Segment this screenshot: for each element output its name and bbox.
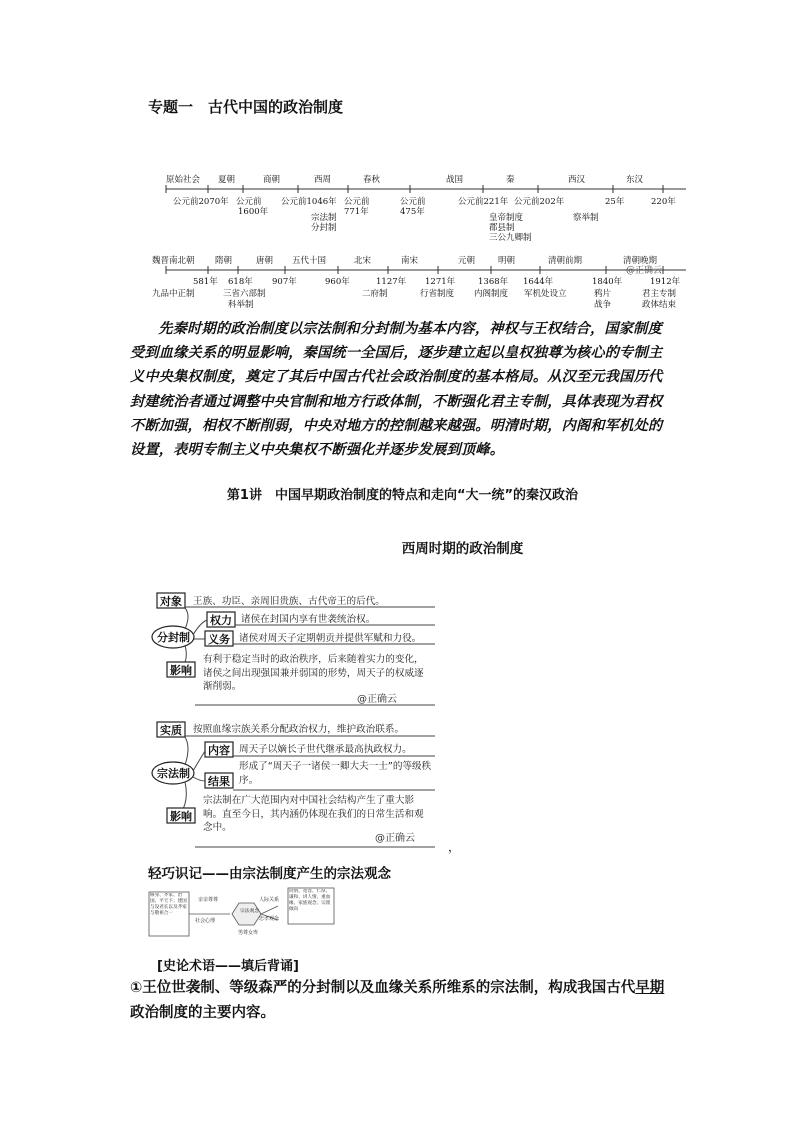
timeline-svg — [148, 170, 688, 315]
tl-label: 魏晋南北朝 — [152, 256, 195, 266]
chapter-title: 专题一 古代中国的政治制度 — [148, 98, 344, 116]
tl-date: 1912年 — [650, 277, 681, 287]
term-item-1: ①王位世袭制、等级森严的分封制以及血缘关系所维系的宗法制，构成我国古代早期政治制度的主要内容。 — [130, 980, 665, 1021]
tl-event: 皇帝制度 — [489, 213, 524, 223]
tl-label: 西汉 — [568, 175, 586, 185]
mindmap-item-text: 周天子以嫡长子世代继承最高执政权力。 — [239, 744, 412, 755]
mindmap-item-text: 有利于稳定当时的政治秩序，后来随着实力的变化，诸侯之间出现强国兼并弱国的形势，周天子的权威逐渐削弱。 — [203, 654, 424, 692]
mnemonic-label: 社会心理 — [195, 918, 216, 924]
fengjian-group — [152, 593, 435, 705]
tl-event: 战争 — [594, 300, 612, 310]
tl-event: 九品中正制 — [152, 289, 195, 299]
tl-date: 220年 — [651, 197, 676, 207]
tl-event: 察举制 — [573, 213, 599, 223]
tl-date: 1368年 — [478, 277, 509, 287]
mindmap — [145, 585, 455, 853]
zongfa-group — [152, 722, 435, 847]
center-label: 宗法制 — [157, 767, 190, 780]
tl-label: 春秋 — [363, 175, 381, 185]
tag-label: 权力 — [210, 614, 232, 627]
tl-date: 581年 — [193, 277, 218, 287]
tl-event: 行省制度 — [420, 289, 455, 299]
tl-date: 公元前1046年 — [281, 197, 337, 207]
tl-event: 政体结束 — [642, 300, 677, 310]
underlined-term: 早期 — [635, 980, 665, 996]
tl-date: 公元前 — [400, 197, 426, 207]
tl-label: 唐朝 — [256, 256, 274, 266]
tag-label: 内容 — [208, 744, 230, 757]
tl-label: 战国 — [446, 175, 464, 185]
tl-date: 公元前 — [344, 197, 370, 207]
terms-heading: [史论术语——填后背诵] — [157, 959, 299, 974]
tl-date: 1840年 — [592, 277, 623, 287]
tag-label: 影响 — [170, 810, 192, 823]
center-label: 分封制 — [157, 631, 190, 644]
tl-date: 907年 — [272, 277, 297, 287]
tl-event: 郡县制 — [489, 223, 515, 233]
mindmap-svg — [145, 585, 455, 853]
tl-date: 1127年 — [376, 277, 407, 287]
tl-label: 元朝 — [458, 256, 476, 266]
tl-event: 三省六部制 — [223, 289, 266, 299]
mindmap-item-text: 诸侯在封国内享有世袭统治权。 — [241, 614, 376, 625]
lecture-title: 第1讲 中国早期政治制度的特点和走向“大一统”的秦汉政治 — [226, 488, 579, 503]
timeline — [148, 170, 688, 315]
tl-event: 二府制 — [362, 289, 388, 299]
tl-date: 公元前221年 — [458, 197, 509, 207]
mnemonic-left-box: 修身、齐家、治国、平天下；建国与设君长以及齐家与敬祖合一 — [150, 893, 187, 916]
mnemonic-diagram — [148, 886, 340, 942]
tl-label: 北宋 — [354, 256, 372, 266]
tl-watermark: @正确云 — [626, 266, 663, 276]
tl-label: 五代十国 — [292, 256, 327, 266]
mnemonic-right-box: 同情、宽容、仁厚、谦和、讲人情、重血缘、家族观念、宗派倾向 — [289, 889, 331, 912]
tag-label: 义务 — [208, 633, 230, 646]
mnemonic-label: 人际关系 — [259, 897, 280, 903]
tl-label: 清朝晚期 — [623, 256, 658, 266]
tl-date: 475年 — [400, 207, 425, 217]
tl-date: 771年 — [344, 207, 369, 217]
mindmap-item-text: 王族、功臣、亲周旧贵族、古代帝王的后代。 — [193, 596, 385, 607]
mnemonic-label: 男尊女卑 — [238, 930, 259, 936]
tag-label: 结果 — [208, 775, 230, 788]
tl-label: 夏朝 — [218, 175, 236, 185]
tl-event: 分封制 — [311, 223, 337, 233]
mindmap-item-text: 按照血缘宗族关系分配政治权力，维护政治联系。 — [193, 724, 405, 735]
intro-paragraph: 先秦时期的政治制度以宗法制和分封制为基本内容，神权与王权结合，国家制度受到血缘关系的明显影响，秦国统一全国后，逐步建立起以皇权独尊为核心的专制主义中央集权制度，奠定了其后中国古代社会政治制度的基本格局。从汉至元我国历代封建统治者通过调整中央官制和地方行政体制，不断强化君主专制，具体表现为君权不断加强，相权不断削弱，中央对地方的控制越来越强。明清时期，内阁和军机处的设置，表明专制主义中央集权不断强化并逐步发展到顶峰。 — [130, 321, 663, 459]
tl-label: 东汉 — [626, 175, 644, 185]
mnemonic-label: 忠孝观念 — [259, 916, 280, 922]
mnemonic-center: 宗法观念 — [240, 909, 260, 914]
tl-label: 隋朝 — [215, 256, 233, 266]
tl-event: 鸦片 — [594, 289, 612, 299]
tl-date: 公元前2070年 — [173, 197, 229, 207]
tl-event: 科举制 — [228, 300, 254, 310]
tl-label: 原始社会 — [166, 175, 201, 185]
section-title: 西周时期的政治制度 — [401, 541, 524, 557]
mindmap-watermark: @正确云 — [375, 833, 415, 844]
tl-date: 公元前 — [236, 197, 262, 207]
trailing-comma: ， — [448, 840, 461, 854]
tl-label: 南宋 — [401, 256, 419, 266]
tl-date: 1271年 — [425, 277, 456, 287]
mindmap-item-text: 诸侯对周天子定期朝贡并提供军赋和力役。 — [239, 633, 422, 644]
tl-event: 君主专制 — [642, 289, 677, 299]
tl-label: 秦 — [506, 175, 515, 185]
tl-label: 商朝 — [263, 175, 281, 185]
tl-event: 三公九卿制 — [489, 233, 532, 243]
tl-label: 明朝 — [498, 256, 516, 266]
tl-date: 1600年 — [238, 207, 269, 217]
tl-event: 宗法制 — [311, 213, 337, 223]
tl-event: 军机处设立 — [524, 289, 567, 299]
tag-label: 对象 — [160, 595, 182, 608]
tl-date: 618年 — [228, 277, 253, 287]
tl-label: 清朝前期 — [548, 256, 583, 266]
tag-label: 影响 — [170, 664, 192, 677]
tl-date: 公元前202年 — [514, 197, 565, 207]
tl-date: 960年 — [325, 277, 350, 287]
tl-event: 内阁制度 — [474, 289, 509, 299]
tl-date: 25年 — [605, 197, 625, 207]
tl-label: 西周 — [314, 175, 332, 185]
mnemonic-label: 亲亲尊尊 — [198, 897, 219, 903]
tag-label: 实质 — [160, 724, 182, 737]
mnemonic-title: 轻巧识记——由宗法制度产生的宗法观念 — [148, 866, 391, 882]
tl-date: 1644年 — [523, 277, 554, 287]
mindmap-item-text: 宗法制在广大范围内对中国社会结构产生了重大影响。直至今日，其内涵仍体现在我们的日常生活和观念中。 — [203, 795, 424, 833]
mindmap-item-text: 形成了“周天子一诸侯一卿大夫一士”的等级秩序。 — [239, 761, 432, 786]
mindmap-watermark: @正确云 — [357, 694, 397, 705]
